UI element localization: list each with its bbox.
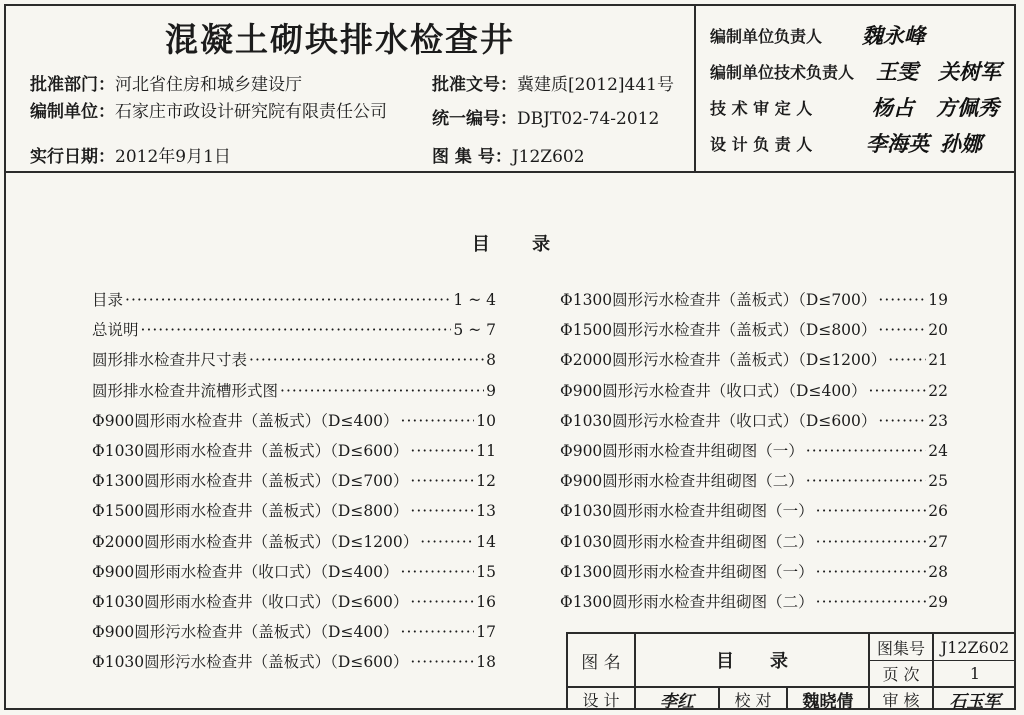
signature: 杨占 bbox=[872, 95, 914, 120]
toc-entry-page: 13 bbox=[476, 502, 496, 521]
toc-leader-dots bbox=[410, 472, 474, 490]
toc-entry-page: 25 bbox=[928, 472, 948, 491]
atlas-number: 图 集 号：J12Z602 bbox=[432, 147, 585, 167]
toc-entry-title: Φ1500圆形污水检查井（盖板式）（D≤800） bbox=[560, 321, 877, 340]
tb-atlas-value: J12Z602 bbox=[940, 637, 1010, 657]
signature-role: 设 计 负 责 人 bbox=[710, 135, 813, 154]
toc-entry-title: 圆形排水检查井流槽形式图 bbox=[92, 381, 279, 400]
toc-leader-dots bbox=[141, 321, 452, 339]
header-vertical-divider bbox=[694, 4, 696, 172]
toc-entry-page: 22 bbox=[928, 381, 948, 400]
tb-page-value: 1 bbox=[969, 664, 981, 683]
toc-entry-page: 20 bbox=[928, 321, 948, 340]
toc-leader-dots bbox=[420, 533, 474, 551]
toc-entry bbox=[560, 288, 948, 310]
toc-entry-page: 5 ~ 7 bbox=[453, 321, 496, 340]
toc-entry bbox=[92, 650, 496, 672]
toc-entry-title: Φ1030圆形雨水检查井（收口式）（D≤600） bbox=[92, 593, 409, 611]
tb-review-signature: 石玉军 bbox=[949, 691, 1001, 712]
toc-entry-page: 10 bbox=[476, 411, 496, 430]
toc-leader-dots bbox=[878, 321, 926, 339]
toc-leader-dots bbox=[816, 533, 927, 551]
toc-leader-dots bbox=[806, 442, 926, 460]
toc-leader-dots bbox=[401, 623, 475, 641]
toc-entry bbox=[560, 409, 948, 431]
toc-entry-title: Φ900圆形雨水检查井（盖板式）（D≤400） bbox=[92, 411, 399, 430]
toc-entry-page: 1 ~ 4 bbox=[453, 291, 496, 309]
toc-leader-dots bbox=[401, 563, 475, 581]
toc-entry bbox=[560, 560, 948, 582]
toc-entry-title: Φ1030圆形污水检查井（盖板式）（D≤600） bbox=[92, 653, 409, 672]
toc-entry-title: Φ1030圆形雨水检查井组砌图（一） bbox=[560, 502, 814, 521]
toc-entry-page: 28 bbox=[928, 562, 948, 581]
toc-leader-dots bbox=[816, 563, 927, 581]
toc-leader-dots bbox=[280, 382, 484, 400]
toc-entry-title: Φ1300圆形污水检查井（盖板式）（D≤700） bbox=[560, 291, 877, 309]
toc-entry-title: Φ2000圆形污水检查井（盖板式）（D≤1200） bbox=[560, 351, 887, 370]
toc-entry-title: Φ1030圆形污水检查井（收口式）（D≤600） bbox=[560, 411, 877, 430]
header-divider bbox=[4, 171, 1016, 173]
signature: 关树军 bbox=[938, 59, 1001, 84]
toc-entry bbox=[560, 348, 948, 370]
toc-entry-page: 16 bbox=[476, 593, 496, 611]
compiler-unit: 编制单位：石家庄市政设计研究院有限责任公司 bbox=[30, 102, 387, 122]
toc-entry-title: Φ900圆形污水检查井（盖板式）（D≤400） bbox=[92, 623, 399, 642]
toc-entry-title: Φ1300圆形雨水检查井组砌图（一） bbox=[560, 562, 814, 581]
toc-entry-page: 27 bbox=[928, 532, 948, 551]
effective-date: 实行日期：2012年9月1日 bbox=[30, 147, 231, 167]
toc-leader-dots bbox=[869, 382, 927, 400]
tb-design-signature: 李红 bbox=[660, 691, 694, 712]
tb-check-label: 校 对 bbox=[734, 690, 772, 710]
toc-leader-dots bbox=[249, 351, 484, 369]
toc-entry-title: 目录 bbox=[92, 291, 124, 309]
unified-number: 统一编号：DBJT02-74-2012 bbox=[432, 109, 660, 129]
toc-leader-dots bbox=[806, 472, 926, 490]
toc-entry bbox=[92, 409, 496, 431]
toc-entry-page: 12 bbox=[476, 472, 496, 491]
tb-review-label: 审 核 bbox=[882, 690, 920, 710]
toc-title: 目 录 bbox=[471, 234, 569, 255]
toc-entry-title: Φ2000圆形雨水检查井（盖板式）（D≤1200） bbox=[92, 532, 419, 551]
title-block bbox=[566, 632, 1016, 710]
approval-number: 批准文号：冀建质[2012]441号 bbox=[432, 75, 674, 95]
toc-leader-dots bbox=[410, 593, 474, 611]
toc-entry-page: 9 bbox=[486, 381, 496, 400]
toc-entry bbox=[560, 379, 948, 401]
toc-entry bbox=[92, 620, 496, 642]
toc-entry-title: Φ1300圆形雨水检查井（盖板式）（D≤700） bbox=[92, 472, 409, 491]
toc-entry-page: 11 bbox=[476, 442, 496, 460]
toc-entry-title: Φ1030圆形雨水检查井组砌图（二） bbox=[560, 532, 814, 551]
toc-leader-dots bbox=[410, 653, 474, 671]
approval-dept: 批准部门：河北省住房和城乡建设厅 bbox=[30, 75, 302, 95]
toc-entry bbox=[92, 560, 496, 582]
toc-entry bbox=[92, 348, 496, 370]
toc-entry bbox=[560, 318, 948, 340]
tb-drawing-name-label: 图 名 bbox=[581, 652, 621, 673]
toc-entry-title: Φ900圆形雨水检查井（收口式）（D≤400） bbox=[92, 562, 399, 581]
tb-design-label: 设 计 bbox=[582, 690, 620, 710]
toc-entry-title: Φ900圆形雨水检查井组砌图（二） bbox=[560, 472, 804, 491]
toc-entry bbox=[92, 530, 496, 552]
toc-entry bbox=[92, 379, 496, 401]
toc-entry-title: Φ1030圆形雨水检查井（盖板式）（D≤600） bbox=[92, 442, 409, 460]
signature-role: 技 术 审 定 人 bbox=[710, 99, 813, 118]
toc-leader-dots bbox=[125, 291, 451, 309]
toc-leader-dots bbox=[888, 351, 926, 369]
toc-entry bbox=[560, 499, 948, 521]
signature: 孙娜 bbox=[940, 131, 982, 156]
toc-entry-title: Φ1300圆形雨水检查井组砌图（二） bbox=[560, 593, 814, 611]
toc-entry bbox=[92, 469, 496, 491]
toc-entry-page: 15 bbox=[476, 562, 496, 581]
toc-entry bbox=[560, 530, 948, 552]
toc-entry bbox=[560, 590, 948, 612]
tb-check-signature: 魏晓倩 bbox=[802, 691, 854, 712]
toc-leader-dots bbox=[410, 442, 474, 460]
signature: 王雯 bbox=[876, 59, 918, 84]
toc-entry-title: Φ1500圆形雨水检查井（盖板式）（D≤800） bbox=[92, 502, 409, 521]
toc-entry-page: 14 bbox=[476, 532, 496, 551]
toc-leader-dots bbox=[401, 412, 475, 430]
toc-entry-page: 24 bbox=[928, 442, 948, 460]
toc-entry bbox=[92, 288, 496, 310]
toc-entry-page: 17 bbox=[476, 623, 496, 642]
toc-leader-dots bbox=[816, 593, 927, 611]
signature: 魏永峰 bbox=[862, 23, 925, 48]
toc-entry bbox=[560, 439, 948, 461]
toc-entry-page: 21 bbox=[928, 351, 948, 370]
signature: 方佩秀 bbox=[936, 95, 999, 120]
toc-entry-title: 圆形排水检查井尺寸表 bbox=[92, 351, 248, 370]
toc-entry-title: Φ900圆形雨水检查井组砌图（一） bbox=[560, 442, 804, 460]
toc-entry bbox=[92, 499, 496, 521]
toc-leader-dots bbox=[878, 412, 926, 430]
tb-atlas-label: 图集号 bbox=[876, 638, 925, 658]
signature-role: 编制单位技术负责人 bbox=[710, 63, 855, 82]
toc-entry-page: 19 bbox=[928, 291, 948, 309]
toc-entry-page: 8 bbox=[486, 351, 496, 370]
signature-role: 编制单位负责人 bbox=[710, 27, 823, 46]
signature: 李海英 bbox=[866, 131, 929, 156]
document-title: 混凝土砌块排水检查井 bbox=[165, 20, 515, 59]
toc-entry-page: 18 bbox=[476, 653, 496, 672]
toc-entry-title: Φ900圆形污水检查井（收口式）（D≤400） bbox=[560, 381, 867, 400]
toc-entry-page: 29 bbox=[928, 593, 948, 611]
toc-entry-title: 总说明 bbox=[92, 321, 139, 340]
toc-leader-dots bbox=[816, 502, 927, 520]
toc-entry bbox=[92, 590, 496, 612]
toc-leader-dots bbox=[410, 502, 474, 520]
toc-entry bbox=[560, 469, 948, 491]
tb-page-label: 页 次 bbox=[882, 665, 920, 684]
toc-entry bbox=[92, 439, 496, 461]
toc-entry-page: 23 bbox=[928, 411, 948, 430]
toc-entry-page: 26 bbox=[928, 502, 948, 521]
toc-leader-dots bbox=[878, 291, 926, 309]
toc-entry bbox=[92, 318, 496, 340]
tb-drawing-name-value: 目 录 bbox=[716, 651, 788, 672]
